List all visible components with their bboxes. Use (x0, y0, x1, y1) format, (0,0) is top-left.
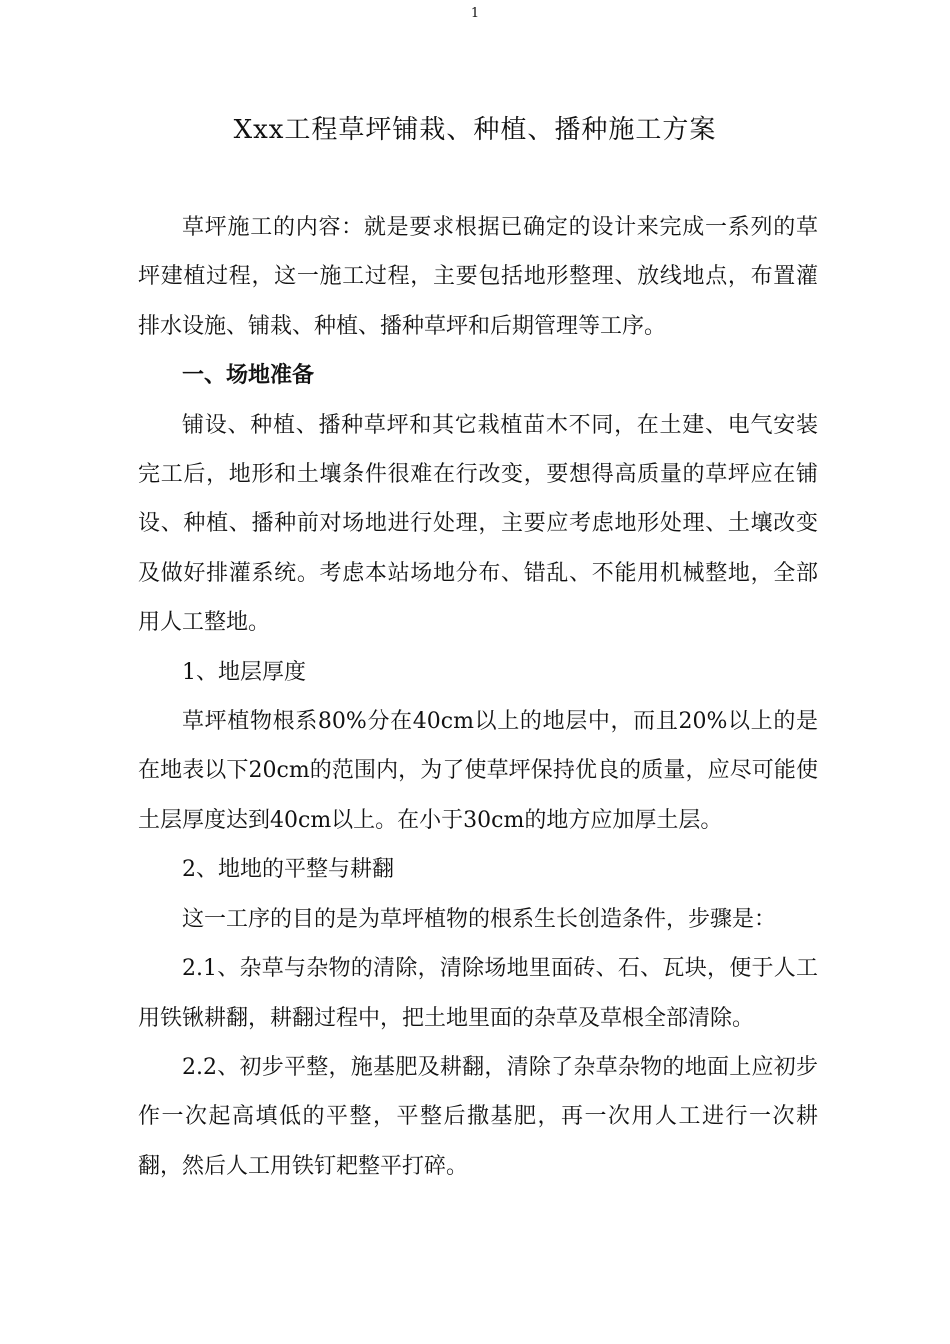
section-heading-site-preparation: 一、场地准备 (182, 362, 315, 389)
page-number: 1 (470, 6, 480, 21)
step-2-2-paragraph: 2.2、初步平整，施基肥及耕翻，清除了杂草杂物的地面上应初步作一次起高填低的平整，平整后撒基肥，再一次用人工进行一次耕翻，然后人工用铁钉耙整平打碎。 (138, 1054, 818, 1179)
document-body (138, 203, 818, 1191)
step-2-1-paragraph: 2.1、杂草与杂物的清除，清除场地里面砖、石、瓦块，便于人工用铁锹耕翻，耕翻过程中，把土地里面的杂草及草根全部清除。 (138, 956, 818, 1031)
subheading-leveling-tilling: 2、地地的平整与耕翻 (182, 857, 394, 883)
site-preparation-paragraph: 铺设、种植、播种草坪和其它栽植苗木不同，在土建、电气安装完工后，地形和土壤条件很难在行改变，要想得高质量的草坪应在铺设、种植、播种前对场地进行处理，主要应考虑地形处理、土壤改变及做好排灌系统。考虑本站场地分布、错乱、不能用机械整地，全部用人工整地。 (138, 412, 818, 636)
soil-thickness-paragraph: 草坪植物根系80%分在40cm以上的地层中，而且20%以上的是在地表以下20cm的范围内，为了使草坪保持优良的质量，应尽可能使土层厚度达到40cm以上。在小于30cm的地方应加厚土层。 (138, 709, 818, 833)
subheading-soil-thickness: 1、地层厚度 (182, 659, 306, 685)
intro-paragraph: 草坪施工的内容：就是要求根据已确定的设计来完成一系列的草坪建植过程，这一施工过程，主要包括地形整理、放线地点，布置灌排水设施、铺栽、种植、播种草坪和后期管理等工序。 (138, 215, 818, 339)
leveling-intro-paragraph: 这一工序的目的是为草坪植物的根系生长创造条件，步骤是： (182, 906, 777, 932)
document-title: Xxx工程草坪铺栽、种植、播种施工方案 (233, 115, 717, 145)
